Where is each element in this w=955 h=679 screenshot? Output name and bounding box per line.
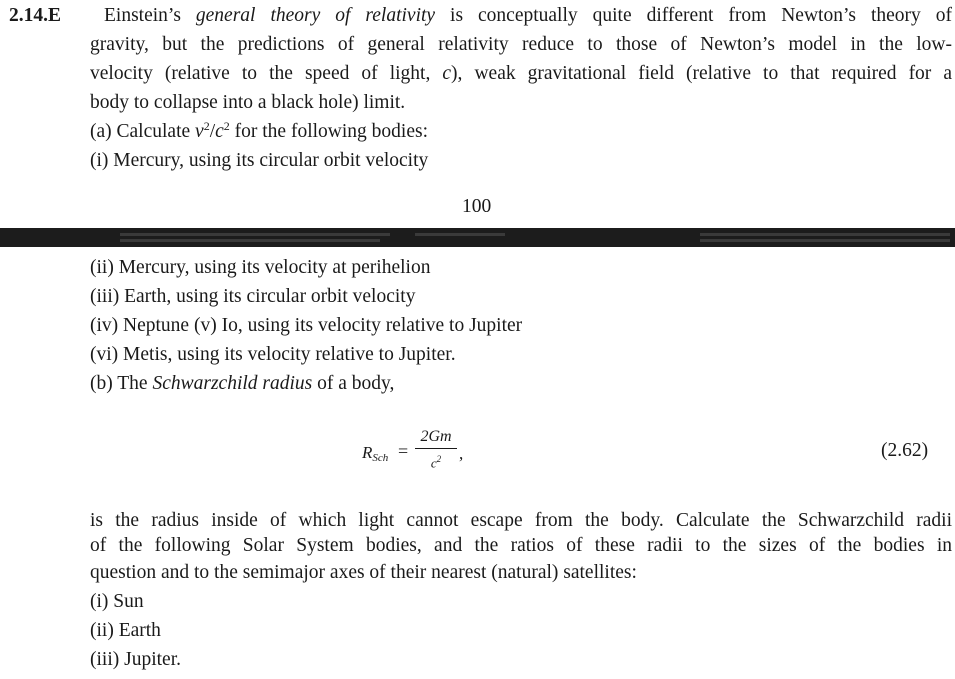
list-item: (iv) Neptune (v) Io, using its velocity relative to Jupiter xyxy=(90,315,523,336)
list-item: (i) Mercury, using its circular orbit velocity xyxy=(90,150,429,171)
list-item: (ii) Mercury, using its velocity at perihelion xyxy=(90,257,431,278)
body-line-3: question and to the semimajor axes of their nearest (natural) satellites: xyxy=(90,562,637,583)
list-item: (iii) Jupiter. xyxy=(90,649,181,670)
fraction: 2Gm $c^2$ xyxy=(415,427,457,471)
body-line-2: of the following Solar System bodies, and the ratios of these radii to the sizes of the bodies in xyxy=(90,535,952,556)
intro-line-4: body to collapse into a black hole) limit. xyxy=(90,92,406,113)
problem-number: 2.14.E xyxy=(9,5,62,26)
list-item: (i) Sun xyxy=(90,591,144,612)
page-number: 100 xyxy=(462,196,492,217)
fraction-bar xyxy=(415,448,457,449)
intro-line-3: velocity (relative to the speed of light, c), weak gravitational field (relative to that required for a xyxy=(90,63,953,84)
part-b-heading: (b) The Schwarzchild radius of a body, xyxy=(90,373,395,394)
intro-line-1: Einstein’s general theory of relativity is conceptually quite different from Newton’s theory of xyxy=(104,5,952,26)
equation-number: (2.62) xyxy=(881,440,929,461)
part-a-heading: (a) Calculate $v^2/c^2$ for the following bodies: xyxy=(90,119,428,142)
page-break-bar xyxy=(0,228,955,247)
intro-line-2: gravity, but the predictions of general relativity reduce to those of Newton’s model in the low- xyxy=(90,34,952,55)
body-line-1: is the radius inside of which light cannot escape from the body. Calculate the Schwarzchild radii xyxy=(90,510,952,531)
list-item: (ii) Earth xyxy=(90,620,161,641)
list-item: (iii) Earth, using its circular orbit velocity xyxy=(90,286,416,307)
list-item: (vi) Metis, using its velocity relative to Jupiter. xyxy=(90,344,456,365)
